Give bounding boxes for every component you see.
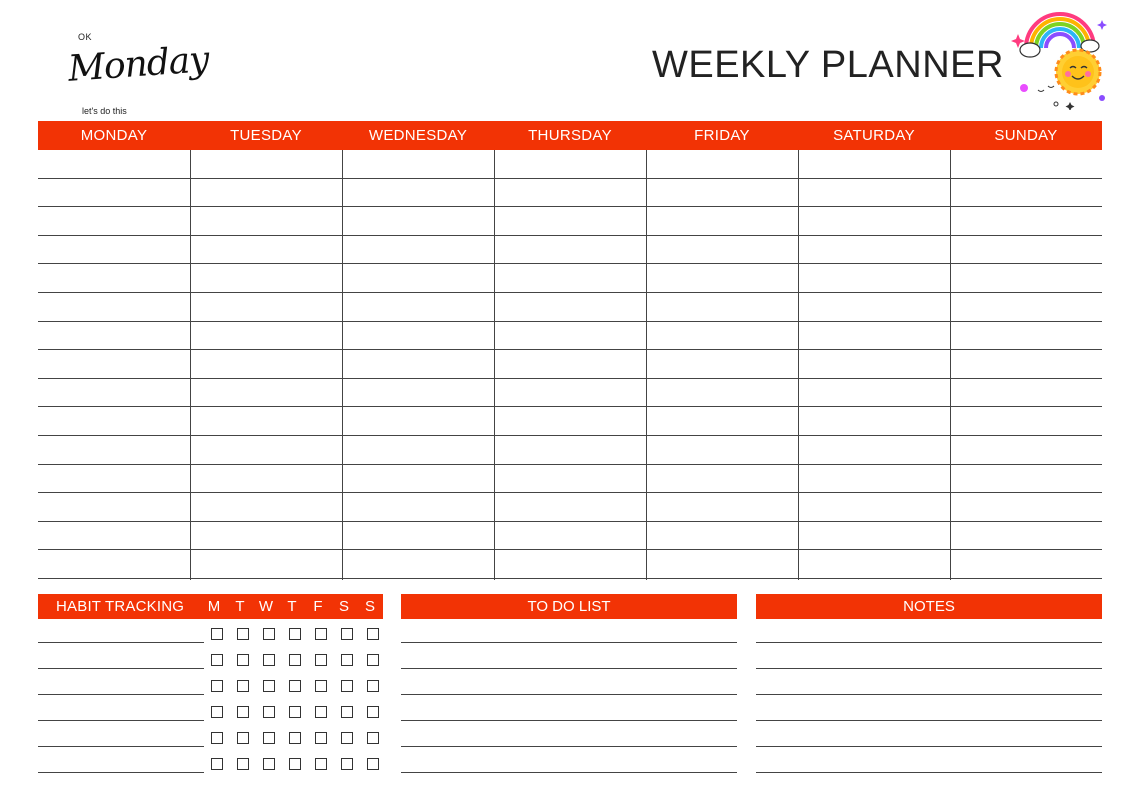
habit-checkbox[interactable] — [211, 654, 223, 666]
week-row-line — [38, 406, 1102, 407]
habit-checkbox[interactable] — [367, 680, 379, 692]
rainbow-sun-illustration — [1008, 6, 1112, 110]
habit-checkbox[interactable] — [341, 732, 353, 744]
habit-checkbox[interactable] — [211, 628, 223, 640]
week-row-line — [38, 492, 1102, 493]
notes-header — [756, 594, 1102, 619]
habit-checkbox[interactable] — [263, 758, 275, 770]
todo-item-line[interactable] — [401, 772, 737, 773]
todo-item-line[interactable] — [401, 668, 737, 669]
notes-line[interactable] — [756, 772, 1102, 773]
notes-line[interactable] — [756, 720, 1102, 721]
day-header-friday: FRIDAY — [694, 127, 750, 144]
week-row-line — [38, 292, 1102, 293]
habit-checkbox[interactable] — [263, 706, 275, 718]
notes-line[interactable] — [756, 668, 1102, 669]
habit-day-letter: S — [338, 598, 349, 615]
habit-checkbox[interactable] — [315, 628, 327, 640]
habit-checkbox[interactable] — [289, 706, 301, 718]
habit-checkbox[interactable] — [367, 706, 379, 718]
habit-checkbox[interactable] — [315, 680, 327, 692]
habit-checkbox[interactable] — [289, 732, 301, 744]
week-row-line — [38, 235, 1102, 236]
week-row-line — [38, 206, 1102, 207]
rainbow-icon — [1020, 14, 1099, 57]
habit-day-letter: S — [364, 598, 375, 615]
habit-checkbox[interactable] — [289, 654, 301, 666]
habit-tracking-label: HABIT TRACKING — [56, 598, 185, 615]
todo-item-line[interactable] — [401, 642, 737, 643]
day-header-tuesday: TUESDAY — [230, 127, 302, 144]
todo-list-header — [401, 594, 737, 619]
habit-checkbox[interactable] — [315, 654, 327, 666]
habit-name-line[interactable] — [38, 694, 204, 695]
page-title: WEEKLY PLANNER — [652, 44, 1004, 86]
habit-checkbox[interactable] — [237, 758, 249, 770]
week-row-line — [38, 464, 1102, 465]
week-row-line — [38, 549, 1102, 550]
habit-checkbox[interactable] — [315, 706, 327, 718]
week-row-line — [38, 178, 1102, 179]
habit-checkbox[interactable] — [341, 680, 353, 692]
habit-checkbox[interactable] — [237, 706, 249, 718]
week-grid — [38, 150, 1102, 580]
habit-checkbox[interactable] — [341, 706, 353, 718]
week-row-line — [38, 263, 1102, 264]
habit-name-line[interactable] — [38, 642, 204, 643]
habit-checkbox[interactable] — [263, 628, 275, 640]
day-header-monday: MONDAY — [80, 127, 148, 144]
habit-name-line[interactable] — [38, 772, 204, 773]
habit-checkbox[interactable] — [315, 732, 327, 744]
habit-checkbox[interactable] — [341, 758, 353, 770]
week-row-line — [38, 349, 1102, 350]
notes-line[interactable] — [756, 694, 1102, 695]
habit-checkbox[interactable] — [211, 680, 223, 692]
day-header-thursday: THURSDAY — [528, 127, 612, 144]
habit-checkbox[interactable] — [315, 758, 327, 770]
brand-tagline: let's do this — [82, 106, 127, 116]
habit-tracking-header — [38, 594, 383, 619]
week-header — [38, 121, 1102, 150]
habit-checkbox[interactable] — [289, 680, 301, 692]
habit-checkbox[interactable] — [289, 628, 301, 640]
habit-checkbox[interactable] — [237, 628, 249, 640]
day-header-sunday: SUNDAY — [994, 127, 1058, 144]
habit-name-line[interactable] — [38, 746, 204, 747]
habit-checkbox[interactable] — [367, 628, 379, 640]
week-row-line — [38, 321, 1102, 322]
habit-checkbox[interactable] — [341, 654, 353, 666]
habit-checkbox[interactable] — [367, 732, 379, 744]
todo-item-line[interactable] — [401, 694, 737, 695]
todo-item-line[interactable] — [401, 720, 737, 721]
habit-checkbox[interactable] — [211, 732, 223, 744]
habit-name-line[interactable] — [38, 720, 204, 721]
week-row-line — [38, 378, 1102, 379]
habit-checkbox[interactable] — [367, 654, 379, 666]
habit-day-letter: T — [235, 598, 245, 615]
notes-label: NOTES — [903, 598, 955, 615]
brand-top-text: OK — [78, 32, 93, 42]
habit-checkbox[interactable] — [263, 680, 275, 692]
week-row-line — [38, 435, 1102, 436]
week-row-line — [38, 578, 1102, 579]
habit-checkbox[interactable] — [237, 732, 249, 744]
week-column-divider — [190, 150, 191, 580]
habit-name-line[interactable] — [38, 668, 204, 669]
notes-line[interactable] — [756, 642, 1102, 643]
sun-icon — [1056, 50, 1100, 94]
week-column-divider — [950, 150, 951, 580]
habit-checkbox[interactable] — [237, 680, 249, 692]
habit-checkbox[interactable] — [263, 732, 275, 744]
habit-checkbox[interactable] — [367, 758, 379, 770]
habit-checkbox[interactable] — [211, 706, 223, 718]
habit-checkbox[interactable] — [211, 758, 223, 770]
habit-checkbox[interactable] — [289, 758, 301, 770]
week-column-divider — [646, 150, 647, 580]
week-column-divider — [342, 150, 343, 580]
habit-checkbox[interactable] — [341, 628, 353, 640]
habit-day-letter: M — [207, 598, 221, 615]
habit-day-letter: T — [287, 598, 297, 615]
habit-day-letter: W — [258, 598, 274, 615]
habit-checkbox[interactable] — [237, 654, 249, 666]
week-column-divider — [798, 150, 799, 580]
week-column-divider — [494, 150, 495, 580]
brand-script-text: Monday — [66, 39, 210, 90]
habit-checkbox[interactable] — [263, 654, 275, 666]
day-header-saturday: SATURDAY — [833, 127, 915, 144]
todo-item-line[interactable] — [401, 746, 737, 747]
day-header-wednesday: WEDNESDAY — [368, 127, 468, 144]
habit-day-letter: F — [313, 598, 323, 615]
brand-logo — [62, 28, 210, 120]
habit-day-letters — [201, 598, 383, 615]
week-row-line — [38, 521, 1102, 522]
notes-line[interactable] — [756, 746, 1102, 747]
todo-list-label: TO DO LIST — [527, 598, 611, 615]
